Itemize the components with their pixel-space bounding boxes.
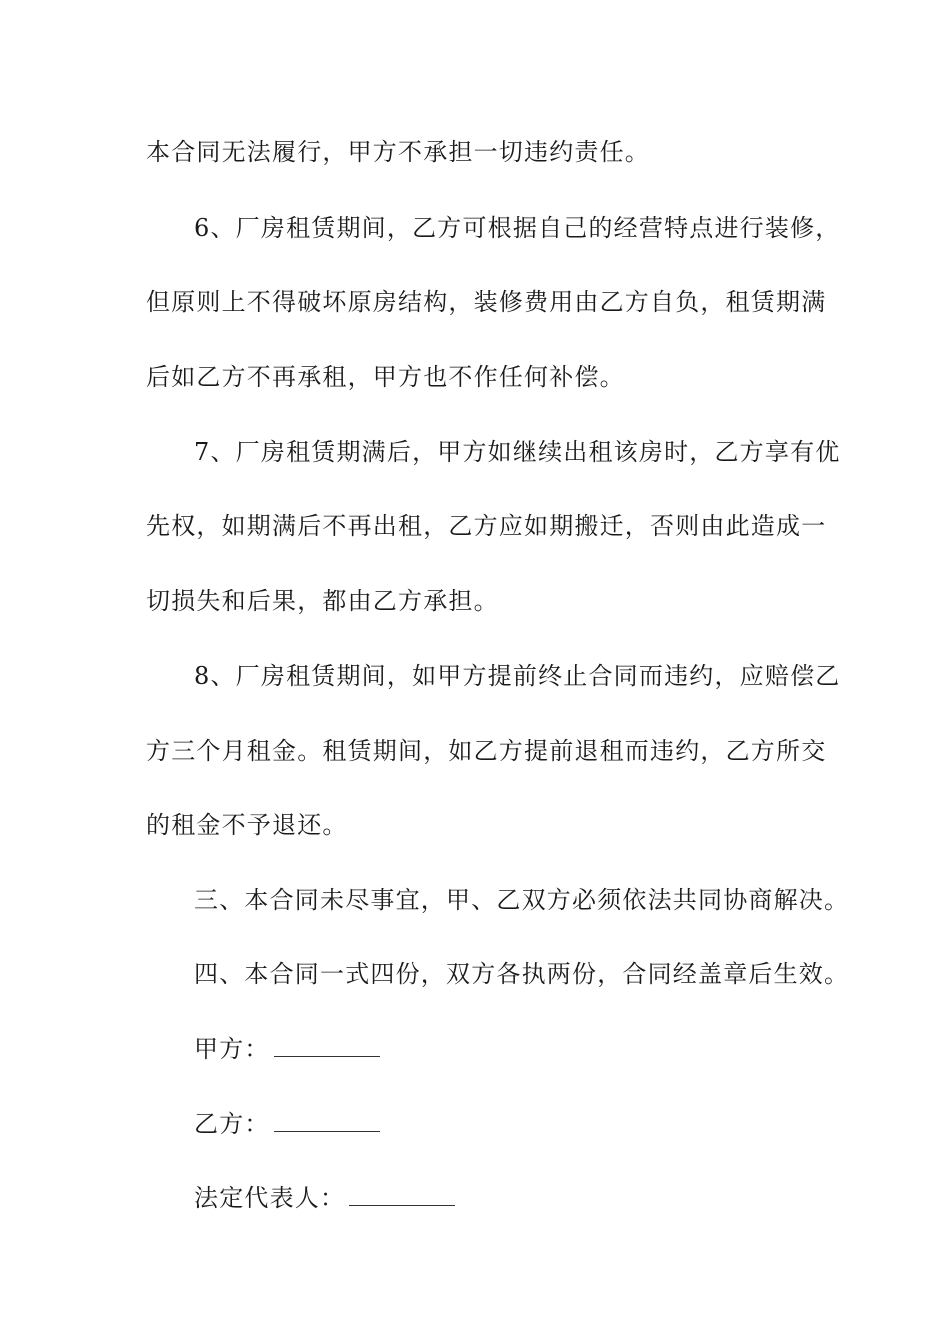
party-a-blank[interactable] — [274, 1034, 380, 1057]
paragraph-line: 但原则上不得破坏原房结构，装修费用由乙方自负，租赁期满 — [146, 288, 827, 316]
party-b-label: 乙方： — [194, 1110, 270, 1138]
party-a-label: 甲方： — [194, 1035, 270, 1063]
paragraph-line: 后如乙方不再承租，甲方也不作任何补偿。 — [146, 363, 625, 391]
party-b-signature-row — [194, 1106, 380, 1142]
paragraph-line: 方三个月租金。租赁期间，如乙方提前退租而违约，乙方所交 — [146, 737, 827, 765]
party-b-blank[interactable] — [274, 1109, 380, 1132]
paragraph-line: 三、本合同未尽事宜，甲、乙双方必须依法共同协商解决。 — [194, 886, 850, 914]
legal-rep-signature-row — [194, 1180, 455, 1216]
party-a-signature-row — [194, 1031, 380, 1067]
paragraph-line: 四、本合同一式四份，双方各执两份，合同经盖章后生效。 — [194, 960, 850, 988]
paragraph-line: 先权，如期满后不再出租，乙方应如期搬迁，否则由此造成一 — [146, 512, 827, 540]
paragraph-line: 6、厂房租赁期间，乙方可根据自己的经营特点进行装修， — [194, 214, 841, 242]
legal-rep-label: 法定代表人： — [194, 1184, 346, 1212]
paragraph-line: 本合同无法履行，甲方不承担一切违约责任。 — [146, 138, 650, 166]
paragraph-line: 切损失和后果，都由乙方承担。 — [146, 587, 499, 615]
legal-rep-blank[interactable] — [349, 1183, 455, 1206]
paragraph-line: 8、厂房租赁期间，如甲方提前终止合同而违约，应赔偿乙 — [194, 662, 841, 690]
paragraph-line: 的租金不予退还。 — [146, 811, 348, 839]
paragraph-line: 7、厂房租赁期满后，甲方如继续出租该房时，乙方享有优 — [194, 438, 841, 466]
